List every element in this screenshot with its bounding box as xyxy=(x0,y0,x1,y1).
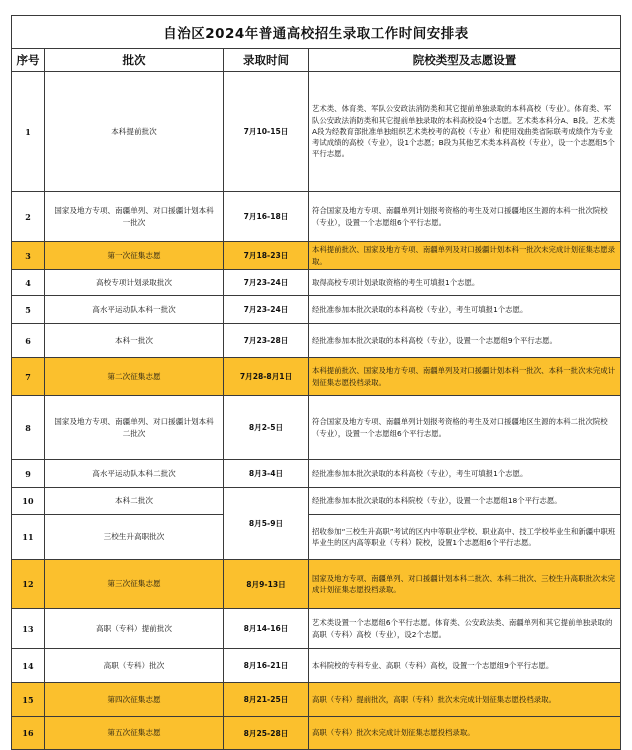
row-desc: 高职（专科）批次未完成计划征集志愿投档录取。 xyxy=(309,717,621,750)
table-row xyxy=(12,560,621,609)
row-desc: 经批准参加本批次录取的本科院校（专业），设置一个志愿组18个平行志愿。 xyxy=(309,488,621,515)
row-seq: 3 xyxy=(12,242,45,270)
row-time: 8月2-5日 xyxy=(224,396,309,460)
row-time: 8月21-25日 xyxy=(224,683,309,717)
row-seq: 15 xyxy=(12,683,45,717)
row-seq: 6 xyxy=(12,324,45,358)
row-batch: 第五次征集志愿 xyxy=(45,717,224,750)
row-batch: 高校专项计划录取批次 xyxy=(45,270,224,296)
table-row xyxy=(12,396,621,460)
row-time: 7月28-8月1日 xyxy=(224,358,309,396)
row-seq: 16 xyxy=(12,717,45,750)
table-row xyxy=(12,242,621,270)
table-row xyxy=(12,296,621,324)
table-row xyxy=(12,649,621,683)
schedule-document xyxy=(11,15,620,750)
row-desc: 本科提前批次、国家及地方专项、南疆单列及对口援疆计划本科一批次未完成计划征集志愿录取。 xyxy=(309,242,621,270)
row-time: 7月18-23日 xyxy=(224,242,309,270)
row-seq: 1 xyxy=(12,72,45,192)
row-seq: 13 xyxy=(12,609,45,649)
row-batch: 国家及地方专项、南疆单列、对口援疆计划本科一批次 xyxy=(45,192,224,242)
row-batch: 第三次征集志愿 xyxy=(45,560,224,609)
row-seq: 4 xyxy=(12,270,45,296)
row-batch: 高职（专科）批次 xyxy=(45,649,224,683)
row-batch: 本科一批次 xyxy=(45,324,224,358)
row-batch: 第四次征集志愿 xyxy=(45,683,224,717)
row-seq: 9 xyxy=(12,460,45,488)
row-batch: 三校生升高职批次 xyxy=(45,515,224,560)
row-desc: 取得高校专项计划录取资格的考生可填报1个志愿。 xyxy=(309,270,621,296)
row-seq: 8 xyxy=(12,396,45,460)
row-batch: 本科二批次 xyxy=(45,488,224,515)
row-batch: 国家及地方专项、南疆单列、对口援疆计划本科二批次 xyxy=(45,396,224,460)
row-desc: 本科提前批次、国家及地方专项、南疆单列及对口援疆计划本科一批次、本科一批次未完成计划征集志愿投档录取。 xyxy=(309,358,621,396)
table-row xyxy=(12,358,621,396)
header-setup: 院校类型及志愿设置 xyxy=(309,49,621,72)
row-seq: 11 xyxy=(12,515,45,560)
header-row xyxy=(12,49,621,72)
table-row xyxy=(12,72,621,192)
table-row xyxy=(12,683,621,717)
row-desc: 经批准参加本批次录取的本科高校（专业），设置一个志愿组9个平行志愿。 xyxy=(309,324,621,358)
row-time: 7月10-15日 xyxy=(224,72,309,192)
row-seq: 12 xyxy=(12,560,45,609)
row-desc: 符合国家及地方专项、南疆单列计划报考资格的考生及对口援疆地区生源的本科一批次院校（专业），设置一个志愿组6个平行志愿。 xyxy=(309,192,621,242)
row-time: 8月16-21日 xyxy=(224,649,309,683)
table-row xyxy=(12,488,621,515)
row-seq: 2 xyxy=(12,192,45,242)
table-row xyxy=(12,270,621,296)
row-time: 8月3-4日 xyxy=(224,460,309,488)
row-time: 8月14-16日 xyxy=(224,609,309,649)
row-time: 8月25-28日 xyxy=(224,717,309,750)
row-batch: 本科提前批次 xyxy=(45,72,224,192)
row-time: 7月23-24日 xyxy=(224,296,309,324)
row-seq: 5 xyxy=(12,296,45,324)
row-batch: 高水平运动队本科一批次 xyxy=(45,296,224,324)
row-desc: 经批准参加本批次录取的本科高校（专业），考生可填报1个志愿。 xyxy=(309,460,621,488)
row-batch: 第一次征集志愿 xyxy=(45,242,224,270)
table-row xyxy=(12,609,621,649)
row-seq: 14 xyxy=(12,649,45,683)
row-desc: 招收参加“三校生升高职”考试的区内中等职业学校、职业高中、技工学校毕业生和新疆中职班毕业生的区内高等职业（专科）院校，设置1个志愿组6个平行志愿。 xyxy=(309,515,621,560)
row-time: 8月5-9日 xyxy=(224,488,309,560)
table-title: 自治区2024年普通高校招生录取工作时间安排表 xyxy=(12,16,621,49)
table-row xyxy=(12,192,621,242)
header-time: 录取时间 xyxy=(224,49,309,72)
row-batch: 高水平运动队本科二批次 xyxy=(45,460,224,488)
table-row xyxy=(12,717,621,750)
row-time: 7月23-28日 xyxy=(224,324,309,358)
row-desc: 国家及地方专项、南疆单列、对口援疆计划本科二批次、本科二批次、三校生升高职批次未完成计划征集志愿投档录取。 xyxy=(309,560,621,609)
schedule-table xyxy=(11,15,621,750)
row-batch: 第二次征集志愿 xyxy=(45,358,224,396)
row-time: 8月9-13日 xyxy=(224,560,309,609)
row-desc: 符合国家及地方专项、南疆单列计划报考资格的考生及对口援疆地区生源的本科二批次院校（专业），设置一个志愿组6个平行志愿。 xyxy=(309,396,621,460)
row-desc: 本科院校的专科专业、高职（专科）高校，设置一个志愿组9个平行志愿。 xyxy=(309,649,621,683)
row-desc: 高职（专科）提前批次，高职（专科）批次未完成计划征集志愿投档录取。 xyxy=(309,683,621,717)
row-time: 7月23-24日 xyxy=(224,270,309,296)
header-batch: 批次 xyxy=(45,49,224,72)
table-row xyxy=(12,460,621,488)
row-desc: 艺术类设置一个志愿组6个平行志愿。体育类、公安政法类、南疆单列和其它提前单独录取的高职（专科）高校（专业），设2个志愿。 xyxy=(309,609,621,649)
table-row xyxy=(12,324,621,358)
header-seq: 序号 xyxy=(12,49,45,72)
row-time: 7月16-18日 xyxy=(224,192,309,242)
row-batch: 高职（专科）提前批次 xyxy=(45,609,224,649)
table-row xyxy=(12,515,621,560)
row-desc: 经批准参加本批次录取的本科高校（专业），考生可填报1个志愿。 xyxy=(309,296,621,324)
row-desc: 艺术类、体育类、军队公安政法消防类和其它提前单独录取的本科高校（专业）。体育类、军队公安政法消防类和其它提前单独录取的本科高校设4个志愿。艺术类本科分A、B段。艺术类A段为经教育部批准单独组织艺术类校考的高校（专业）和使用戏曲类省际联考成绩作为专业考试成绩的高校（专业），设1个志愿；B段为其他艺术类本科高校（专业），设一个志愿组5个平行志愿。 xyxy=(309,72,621,192)
row-seq: 7 xyxy=(12,358,45,396)
row-seq: 10 xyxy=(12,488,45,515)
